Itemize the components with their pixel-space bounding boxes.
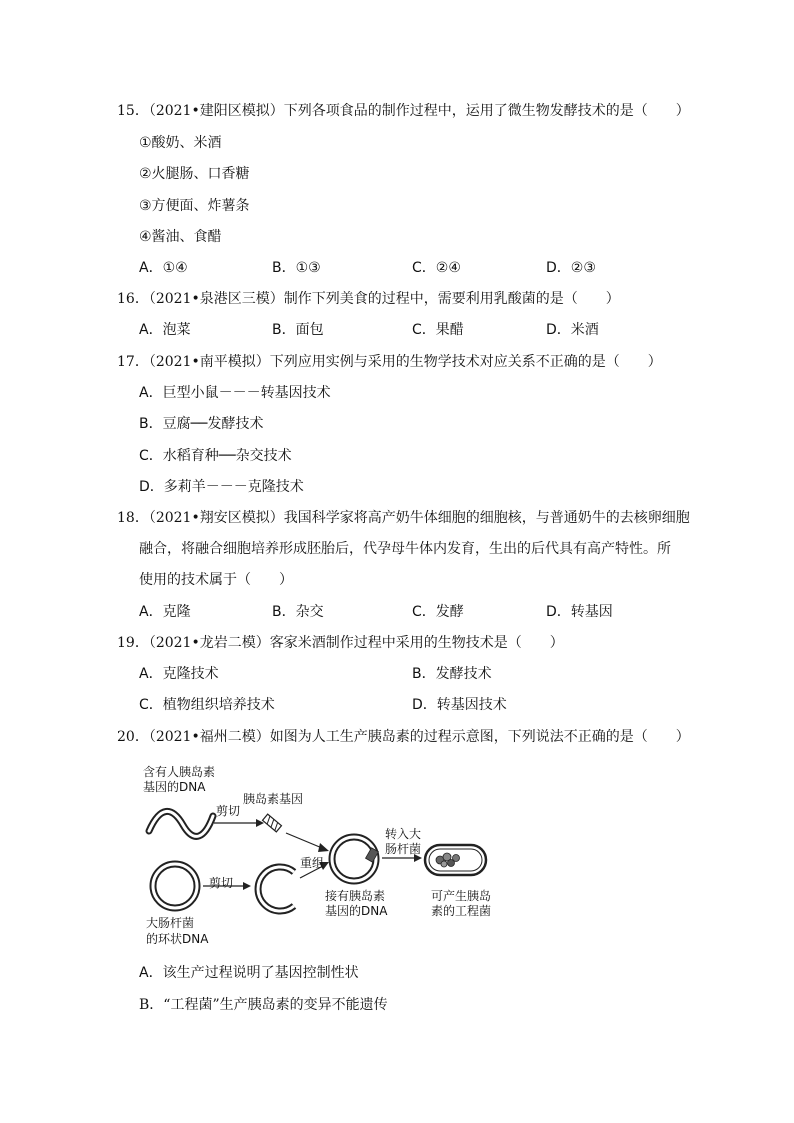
q16-option-c[interactable]: C．果醋 [412,322,464,338]
label-engineered-2: 素的工程菌 [431,904,492,918]
label-recombinant-2: 基因的DNA [325,904,388,918]
q16-option-b[interactable]: B．面包 [272,322,324,338]
label-cut-1: 剪切 [216,804,241,818]
q17-option-d[interactable]: D．多莉羊－－－克隆技术 [139,479,304,495]
label-engineered-1: 可产生胰岛 [431,889,492,903]
q18-option-d[interactable]: D．转基因 [546,604,613,620]
insulin-gene-fragment [263,814,282,832]
q19-option-a[interactable]: A．克隆技术 [139,666,219,682]
label-cut-2: 剪切 [209,876,234,890]
label-human-dna-2: 基因的DNA [143,780,206,794]
q16-stem: 16．（2021•泉港区三模）制作下列美食的过程中，需要利用乳酸菌的是（ ） [117,291,620,307]
q19-option-c[interactable]: C．植物组织培养技术 [139,697,275,713]
q15-option-d[interactable]: D．②③ [546,260,596,276]
label-insulin-gene: 胰岛素基因 [243,792,304,806]
q18-option-b[interactable]: B．杂交 [272,604,324,620]
label-ecoli-dna-2: 的环状DNA [146,932,209,946]
ecoli-ring-dna [153,864,197,908]
q15-stem: 15．（2021•建阳区模拟）下列各项食品的制作过程中，运用了微生物发酵技术的是（ ） [117,103,690,119]
q15-item-2: ②火腿肠、口香糖 [139,166,250,182]
q18-stem-line-3: 使用的技术属于（ ） [139,572,293,588]
q19-option-d[interactable]: D．转基因技术 [412,697,507,713]
q18-option-a[interactable]: A．克隆 [139,604,191,620]
q18-stem-line-1: 18．（2021•翔安区模拟）我国科学家将高产奶牛体细胞的细胞核，与普通奶牛的去核卵细胞 [117,510,690,526]
label-recombine: 重组 [300,856,325,870]
q19-option-b[interactable]: B．发酵技术 [412,666,492,682]
q19-stem: 19．（2021•龙岩二模）客家米酒制作过程中采用的生物技术是（ ） [117,635,564,651]
arrow-gene-to-recombinant [286,833,322,848]
label-transfer-2: 肠杆菌 [385,842,422,856]
recombinant-dna-ring [332,837,378,881]
q15-item-3: ③方便面、炸薯条 [139,198,250,214]
q17-option-b[interactable]: B．豆腐──发酵技术 [139,416,264,432]
q15-item-1: ①酸奶、米酒 [139,135,222,151]
q15-option-b[interactable]: B．①③ [272,260,321,276]
q20-stem: 20．（2021•福州二模）如图为人工生产胰岛素的过程示意图，下列说法不正确的是（ ） [117,729,690,745]
label-human-dna-1: 含有人胰岛素 [143,765,216,779]
q18-option-c[interactable]: C．发酵 [412,604,464,620]
label-ecoli-dna-1: 大肠杆菌 [146,916,195,930]
q15-option-a[interactable]: A．①④ [139,260,188,276]
label-recombinant-1: 接有胰岛素 [325,889,386,903]
q16-option-d[interactable]: D．米酒 [546,322,599,338]
q16-option-a[interactable]: A．泡菜 [139,322,191,338]
engineered-bacterium [425,845,486,875]
label-transfer-1: 转入大 [385,827,422,841]
q20-option-a[interactable]: A．该生产过程说明了基因控制性状 [139,965,359,981]
q17-option-c[interactable]: C．水稻育种──杂交技术 [139,448,292,464]
q18-stem-line-2: 融合，将融合细胞培养形成胚胎后，代孕母牛体内发育，生出的后代具有高产特性。所 [139,541,671,557]
q15-item-4: ④酱油、食醋 [139,229,222,245]
q17-option-a[interactable]: A．巨型小鼠－－－转基因技术 [139,385,331,401]
q15-option-c[interactable]: C．②④ [412,260,461,276]
q17-stem: 17．（2021•南平模拟）下列应用实例与采用的生物学技术对应关系不正确的是（ ） [117,354,662,370]
q20-option-b[interactable]: B．“工程菌”生产胰岛素的变异不能遗传 [139,997,388,1013]
